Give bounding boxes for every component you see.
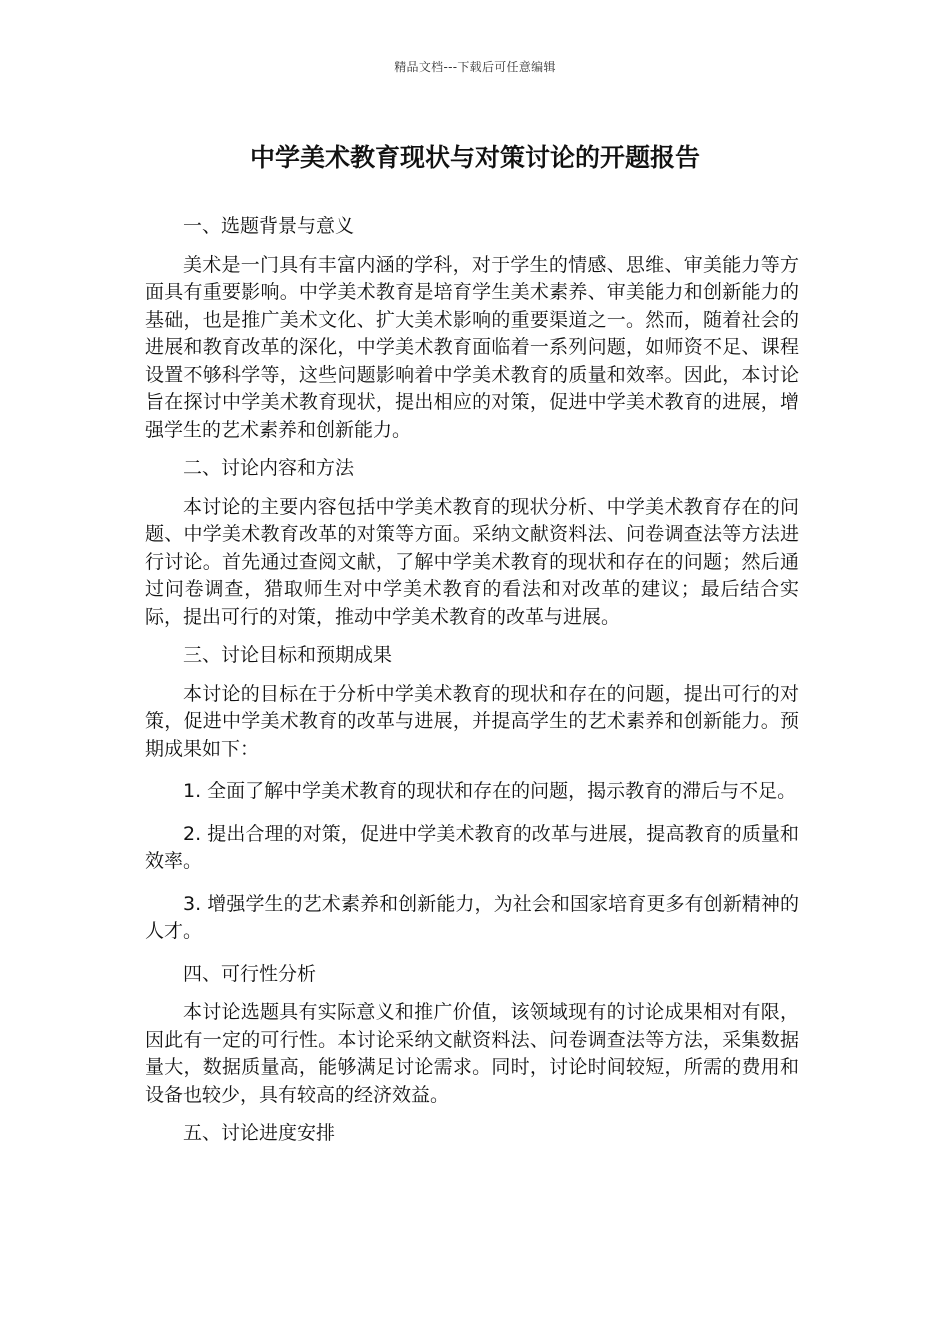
paragraph-goals: 本讨论的目标在于分析中学美术教育的现状和存在的问题，提出可行的对策，促进中学美术教育的改革与进展，并提高学生的艺术素养和创新能力。预期成果如下： [145,682,799,760]
list-item-outcome-3: 3. 增强学生的艺术素养和创新能力，为社会和国家培育更多有创新精神的人才。 [145,892,799,942]
section-heading-schedule: 五、讨论进度安排 [183,1122,336,1144]
list-item-outcome-1: 1. 全面了解中学美术教育的现状和存在的问题，揭示教育的滞后与不足。 [183,780,797,802]
paragraph-feasibility: 本讨论选题具有实际意义和推广价值，该领域现有的讨论成果相对有限，因此有一定的可行性。本讨论采纳文献资料法、问卷调查法等方法，采集数据量大，数据质量高，能够满足讨论需求。同时，讨论时间较短，所需的费用和设备也较少，具有较高的经济效益。 [145,1001,799,1106]
section-heading-goals: 三、讨论目标和预期成果 [183,644,393,666]
document-body [145,213,799,1148]
list-item-outcome-2: 2. 提出合理的对策，促进中学美术教育的改革与进展，提高教育的质量和效率。 [145,822,799,872]
section-heading-feasibility: 四、可行性分析 [183,962,317,985]
paragraph-content-method: 本讨论的主要内容包括中学美术教育的现状分析、中学美术教育存在的问题、中学美术教育改革的对策等方面。采纳文献资料法、问卷调查法等方法进行讨论。首先通过查阅文献，了解中学美术教育的现状和存在的问题；然后通过问卷调查，猎取师生对中学美术教育的看法和对改革的建议；最后结合实际，提出可行的对策，推动中学美术教育的改革与进展。 [145,495,799,628]
section-heading-content-method: 二、讨论内容和方法 [183,457,355,479]
document-title: 中学美术教育现状与对策讨论的开题报告 [249,143,700,172]
section-heading-background: 一、选题背景与意义 [183,215,355,237]
paragraph-background: 美术是一门具有丰富内涵的学科，对于学生的情感、思维、审美能力等方面具有重要影响。中学美术教育是培育学生美术素养、审美能力和创新能力的基础，也是推广美术文化、扩大美术影响的重要渠道之一。然而，随着社会的进展和教育改革的深化，中学美术教育面临着一系列问题，如师资不足、课程设置不够科学等，这些问题影响着中学美术教育的质量和效率。因此，本讨论旨在探讨中学美术教育现状，提出相应的对策，促进中学美术教育的进展，增强学生的艺术素养和创新能力。 [145,253,799,441]
header-note: 精品文档---下载后可任意编辑 [394,60,556,74]
